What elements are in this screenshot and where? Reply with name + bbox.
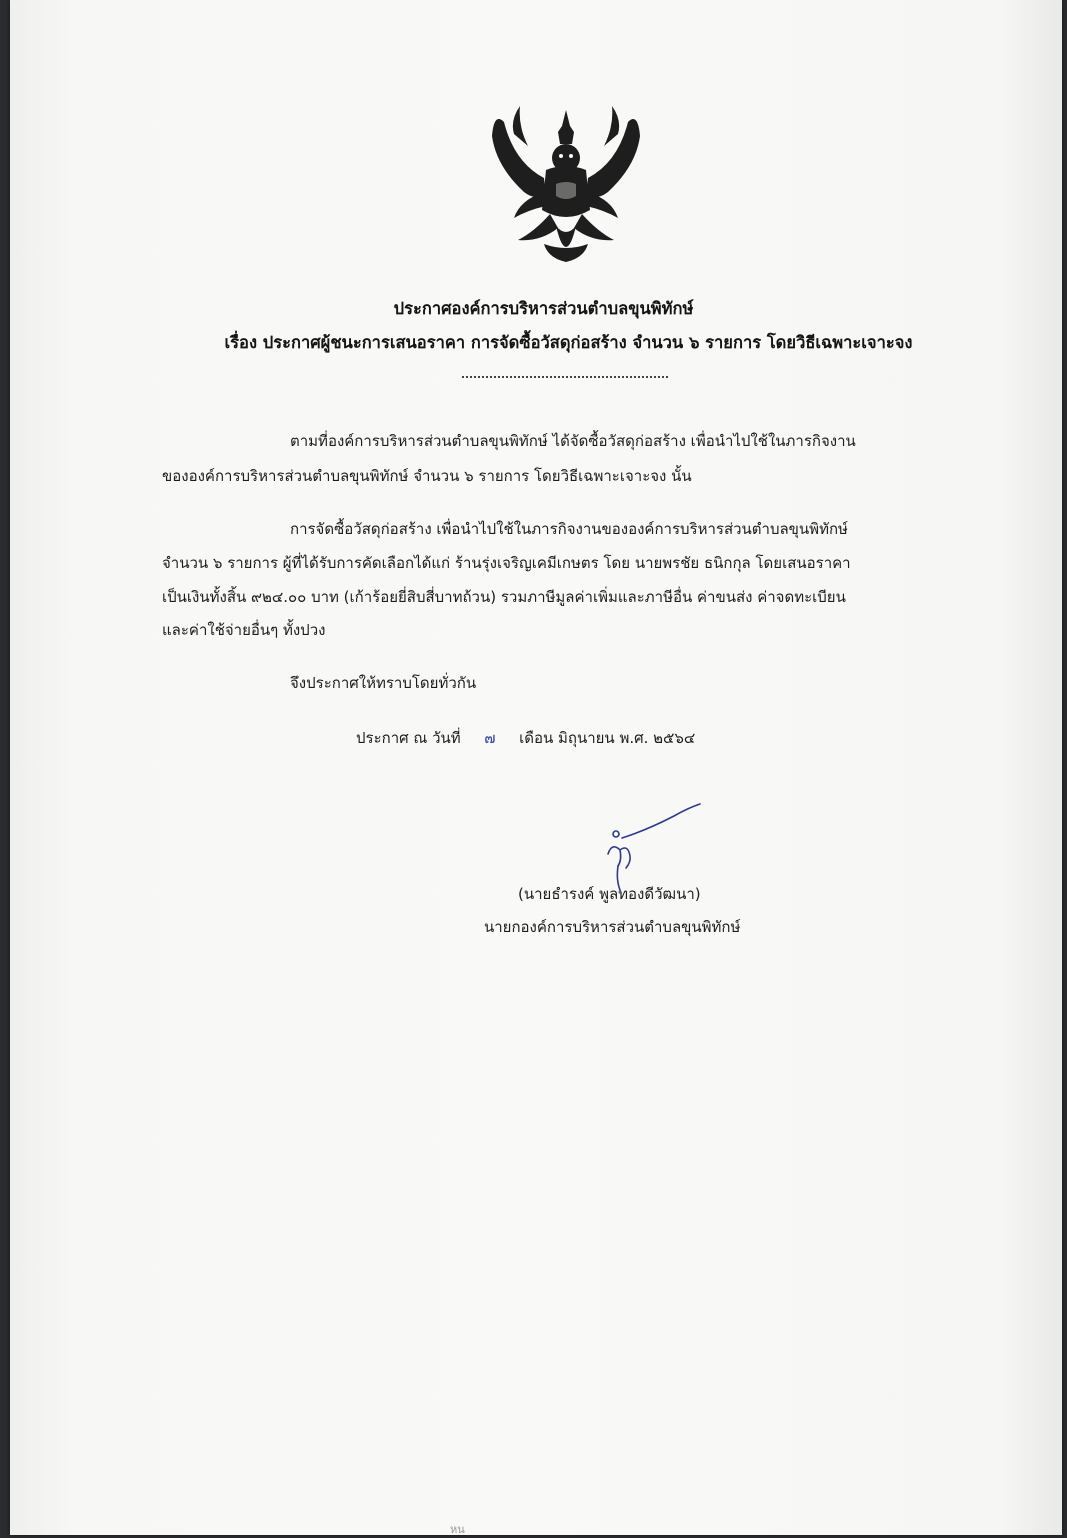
- document-page: [10, 0, 1062, 1535]
- paragraph-2-line-4: และค่าใช้จ่ายอื่นๆ ทั้งปวง: [162, 621, 326, 639]
- garuda-emblem-icon: [484, 92, 648, 270]
- footer-mark: หน: [450, 1523, 465, 1536]
- handwritten-signature: [592, 800, 707, 892]
- paragraph-2-line-1: การจัดซื้อวัสดุก่อสร้าง เพื่อนำไปใช้ในภารกิจงานขององค์การบริหารส่วนตำบลขุนพิทักษ์: [290, 520, 848, 538]
- signatory-position: นายกองค์การบริหารส่วนตำบลขุนพิทักษ์: [484, 918, 741, 936]
- signatory-name: (นายธำรงค์ พูลทองดีวัฒนา): [518, 885, 701, 903]
- title-separator: [462, 376, 668, 378]
- announcement-date: [356, 726, 695, 750]
- paragraph-1-line-1: ตามที่องค์การบริหารส่วนตำบลขุนพิทักษ์ ได้จัดซื้อวัสดุก่อสร้าง เพื่อนำไปใช้ในภารกิจงาน: [290, 432, 856, 450]
- date-month-year: เดือน มิถุนายน พ.ศ. ๒๕๖๔: [519, 729, 696, 747]
- date-day: ๗: [484, 729, 496, 747]
- document-subject: เรื่อง ประกาศผู้ชนะการเสนอราคา การจัดซื้อวัสดุก่อสร้าง จำนวน ๖ รายการ โดยวิธีเฉพาะเจาะจง: [224, 333, 913, 352]
- closing-statement: จึงประกาศให้ทราบโดยทั่วกัน: [290, 674, 477, 692]
- date-prefix: ประกาศ ณ วันที่: [356, 729, 461, 747]
- document-title: ประกาศองค์การบริหารส่วนตำบลขุนพิทักษ์: [393, 299, 694, 318]
- paragraph-2-line-3: เป็นเงินทั้งสิ้น ๙๒๔.๐๐ บาท (เก้าร้อยยี่สิบสี่บาทถ้วน) รวมภาษีมูลค่าเพิ่มและภาษีอื่น ค่าขนส่ง ค่าจดทะเบียน: [162, 588, 846, 606]
- paragraph-2-line-2: จำนวน ๖ รายการ ผู้ที่ได้รับการคัดเลือกได้แก่ ร้านรุ่งเจริญเคมีเกษตร โดย นายพรชัย ธนิกกุล โดยเสนอราคา: [162, 554, 851, 572]
- paragraph-1-line-2: ขององค์การบริหารส่วนตำบลขุนพิทักษ์ จำนวน ๖ รายการ โดยวิธีเฉพาะเจาะจง นั้น: [162, 467, 692, 485]
